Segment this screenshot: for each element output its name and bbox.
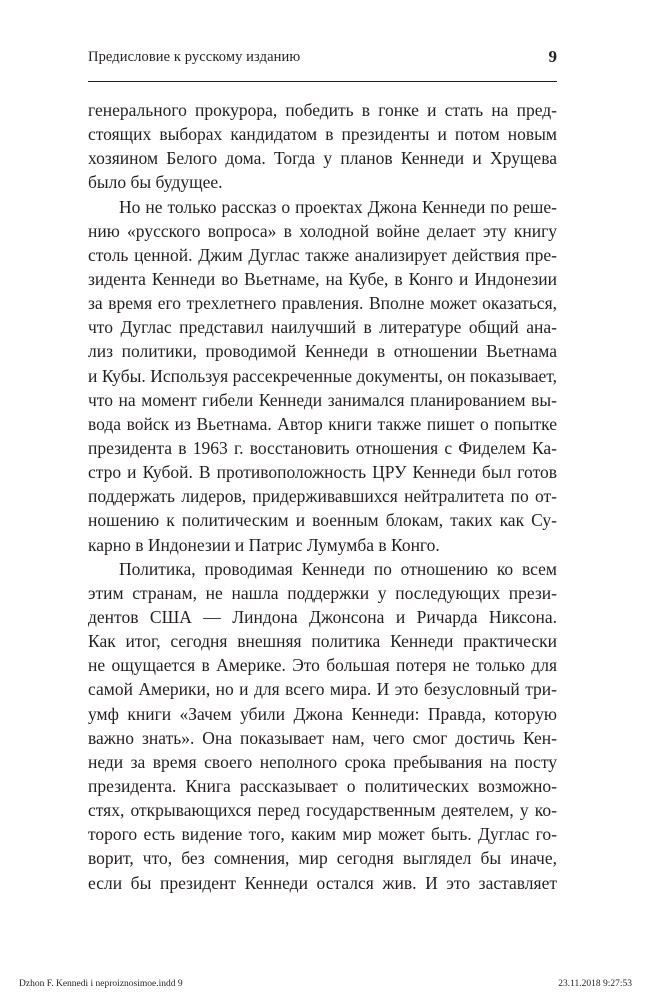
text-line: важно знать». Она показывает нам, чего смог достичь Кен- — [88, 727, 557, 748]
text-line: и Кубы. Используя рассекреченные документы, он показывает, — [88, 365, 557, 386]
text-line: торого есть видение того, каким мир может быть. Дуглас го- — [88, 824, 557, 845]
running-head-title: Предисловие к русскому изданию — [88, 49, 301, 65]
text-line: что Дуглас представил наилучший в литературе общий ана- — [88, 317, 557, 338]
text-line: лиз политики, проводимой Кеннеди в отношении Вьетнама — [88, 341, 557, 362]
text-line: столь ценной. Джим Дуглас также анализирует действия пре- — [88, 244, 557, 265]
text-line: стях, открывающихся перед государственным деятелем, у ко- — [88, 800, 557, 821]
text-line: нию «русского вопроса» в холодной войне делает эту книгу — [88, 220, 557, 241]
text-line: президента в 1963 г. восстановить отношения с Фиделем Ка- — [88, 437, 557, 458]
paragraph-start-line: Но не только рассказ о проектах Джона Кеннеди по реше- — [119, 196, 557, 217]
text-line: поддержать лидеров, придерживавшихся нейтралитета по от- — [88, 486, 557, 507]
body-text — [88, 98, 557, 895]
text-line: президента. Книга рассказывает о политических возможно- — [88, 775, 557, 796]
text-line: неди за время своего неполного срока пребывания на посту — [88, 751, 557, 772]
text-line: ворит, что, без сомнения, мир сегодня выглядел бы иначе, — [88, 848, 557, 869]
text-line: зидента Кеннеди во Вьетнаме, на Кубе, в Конго и Индонезии — [88, 268, 557, 289]
text-line: стоящих выборах кандидатом в президенты и потом новым — [88, 124, 557, 145]
text-line: этим странам, не нашла поддержки у последующих прези- — [88, 582, 557, 603]
text-line: стро и Кубой. В противоположность ЦРУ Кеннеди был готов — [88, 462, 557, 483]
paragraph-start-line: Политика, проводимая Кеннеди по отношению ко всем — [119, 558, 557, 579]
page-number: 9 — [548, 47, 557, 66]
footer-file-name: Dzhon F. Kennedi i neproiznosimoe.indd 9 — [19, 979, 183, 989]
text-line: ношению к политическим и военным блокам, таких как Су- — [88, 510, 557, 531]
text-line: карно в Индонезии и Патрис Лумумба в Конго. — [88, 534, 440, 555]
footer-timestamp: 23.11.2018 9:27:53 — [558, 979, 632, 989]
text-line: генерального прокурора, победить в гонке и стать на пред- — [88, 100, 557, 120]
text-line: вода войск из Вьетнама. Автор книги также пишет о попытке — [88, 413, 557, 434]
text-line: умф книги «Зачем убили Джона Кеннеди: Правда, которую — [88, 703, 557, 724]
text-line: самой Америки, но и для всего мира. И это безусловный три- — [88, 679, 557, 700]
text-line: хозяином Белого дома. Тогда у планов Кеннеди и Хрущева — [88, 148, 557, 169]
text-line: если бы президент Кеннеди остался жив. И это заставляет — [88, 872, 557, 893]
text-line: было бы будущее. — [88, 172, 223, 193]
text-line: дентов США — Линдона Джонсона и Ричарда Никсона. — [88, 606, 557, 627]
header-divider — [88, 81, 557, 82]
text-line: Как итог, сегодня внешняя политика Кеннеди практически — [88, 631, 557, 652]
text-line: за время его трехлетнего правления. Вполне может оказаться, — [88, 293, 557, 314]
text-line: не ощущается в Америке. Это большая потеря не только для — [88, 655, 557, 676]
text-line: что на момент гибели Кеннеди занимался планированием вы- — [88, 389, 557, 410]
